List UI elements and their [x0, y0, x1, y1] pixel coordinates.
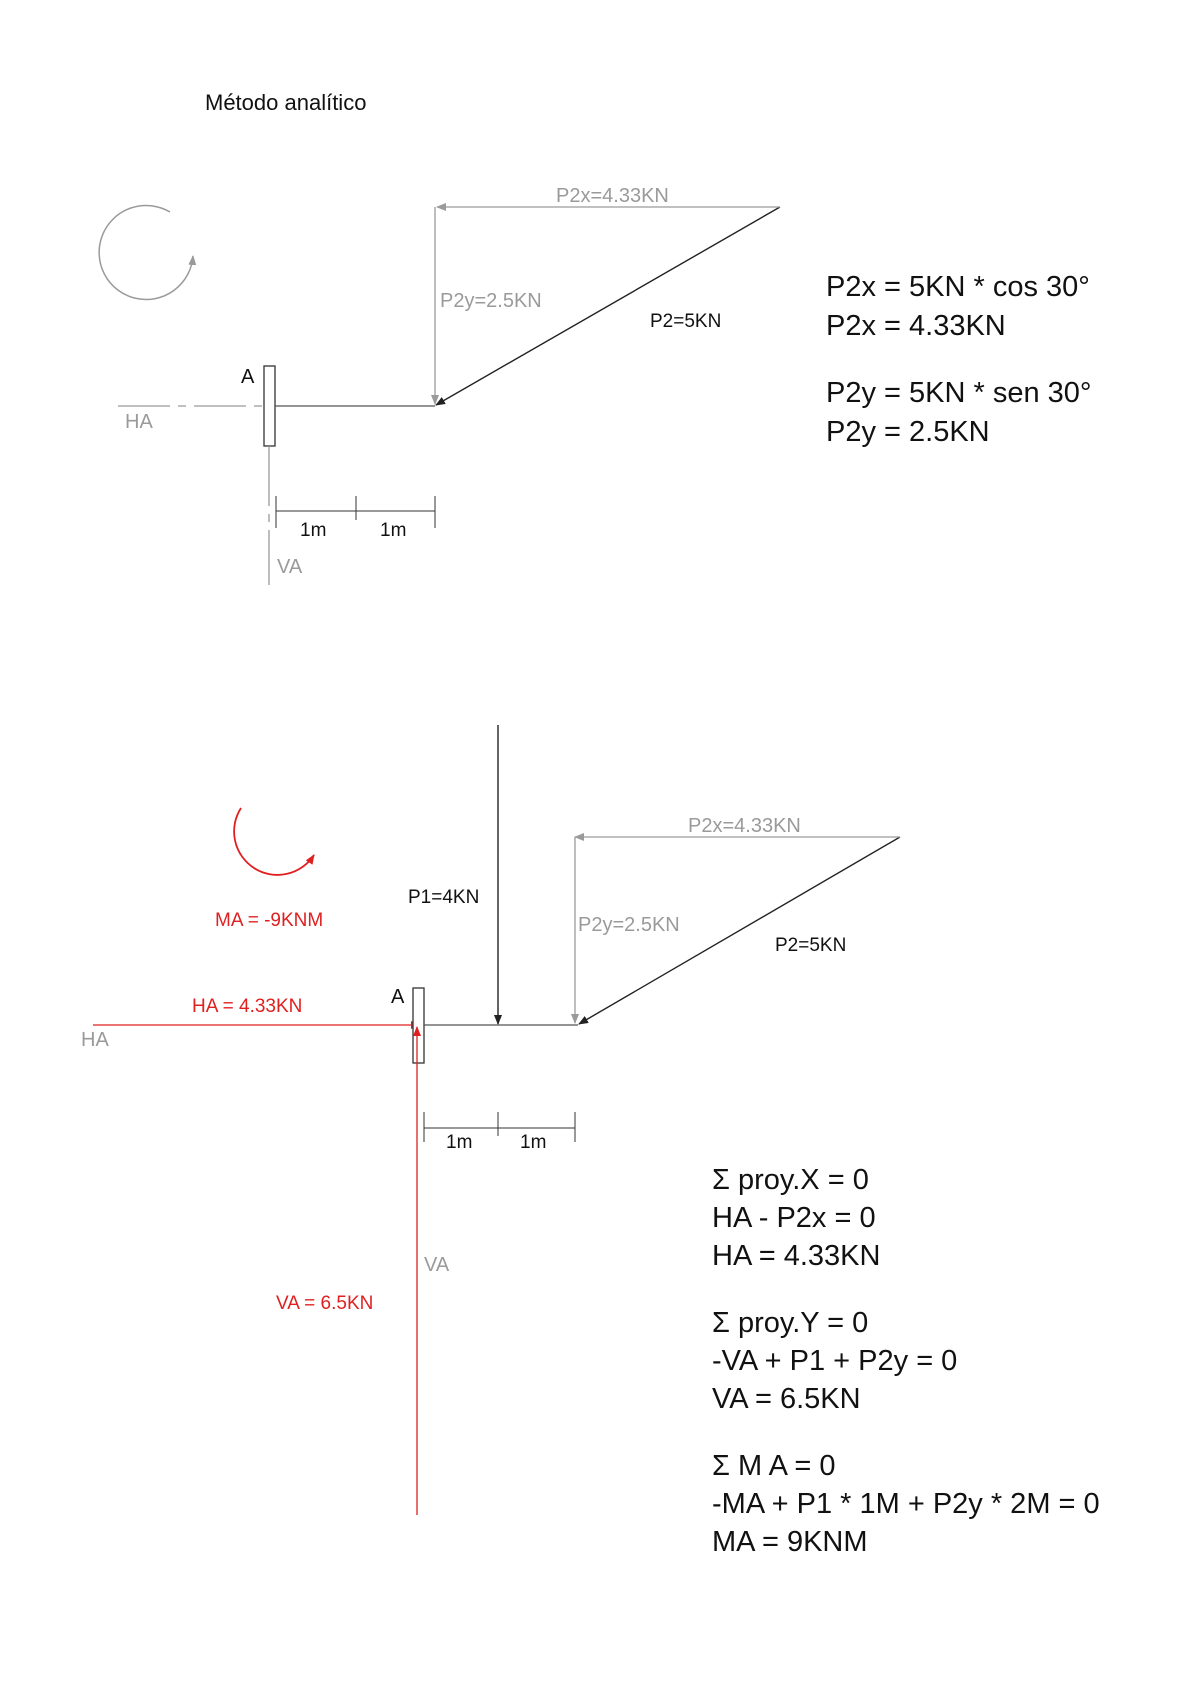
va-label: VA — [277, 556, 303, 578]
ha-label-bottom: HA — [81, 1029, 109, 1051]
equation-ha-result: HA = 4.33KN — [712, 1240, 881, 1272]
equation-x: HA - P2x = 0 — [712, 1202, 876, 1234]
equation-p2x-result: P2x = 4.33KN — [826, 310, 1006, 342]
support-a-bottom — [413, 988, 424, 1063]
moment-symbol-icon — [99, 205, 193, 299]
equation-moment: -MA + P1 * 1M + P2y * 2M = 0 — [712, 1488, 1100, 1520]
equation-ma-result: MA = 9KNM — [712, 1526, 868, 1558]
dimension-2-label: 1m — [380, 520, 407, 541]
ha-label: HA — [125, 411, 153, 433]
equation-y: -VA + P1 + P2y = 0 — [712, 1345, 958, 1377]
top-diagram — [99, 185, 780, 585]
equation-sum-y: Σ proy.Y = 0 — [712, 1307, 869, 1339]
ma-result-label: MA = -9KNM — [215, 910, 324, 931]
dimension-1-label: 1m — [300, 520, 327, 541]
equation-p2y-formula: P2y = 5KN * sen 30° — [826, 377, 1092, 409]
p1-label: P1=4KN — [408, 887, 480, 908]
support-a-label: A — [241, 366, 255, 388]
equation-sum-x: Σ proy.X = 0 — [712, 1164, 869, 1196]
page-title: Método analítico — [205, 90, 367, 115]
support-a-label-bottom: A — [391, 986, 405, 1008]
p2y-label-bottom: P2y=2.5KN — [578, 914, 680, 936]
ma-moment-icon — [234, 808, 314, 875]
ha-result-label: HA = 4.33KN — [192, 996, 303, 1017]
component-equations — [826, 273, 1092, 447]
equation-va-result: VA = 6.5KN — [712, 1383, 861, 1415]
p2x-label: P2x=4.33KN — [556, 185, 669, 207]
p2-label: P2=5KN — [650, 311, 722, 332]
equilibrium-equations — [712, 1166, 1100, 1557]
dimension-2-label-bottom: 1m — [520, 1132, 547, 1153]
va-result-label: VA = 6.5KN — [276, 1293, 374, 1314]
va-label-bottom: VA — [424, 1254, 450, 1276]
equation-sum-moment: Σ M A = 0 — [712, 1450, 836, 1482]
equation-p2x-formula: P2x = 5KN * cos 30° — [826, 271, 1090, 303]
p2-label-bottom: P2=5KN — [775, 935, 847, 956]
p2y-label: P2y=2.5KN — [440, 290, 542, 312]
support-a — [264, 366, 275, 446]
p2x-label-bottom: P2x=4.33KN — [688, 815, 801, 837]
equation-p2y-result: P2y = 2.5KN — [826, 416, 990, 448]
dimension-1-label-bottom: 1m — [446, 1132, 473, 1153]
